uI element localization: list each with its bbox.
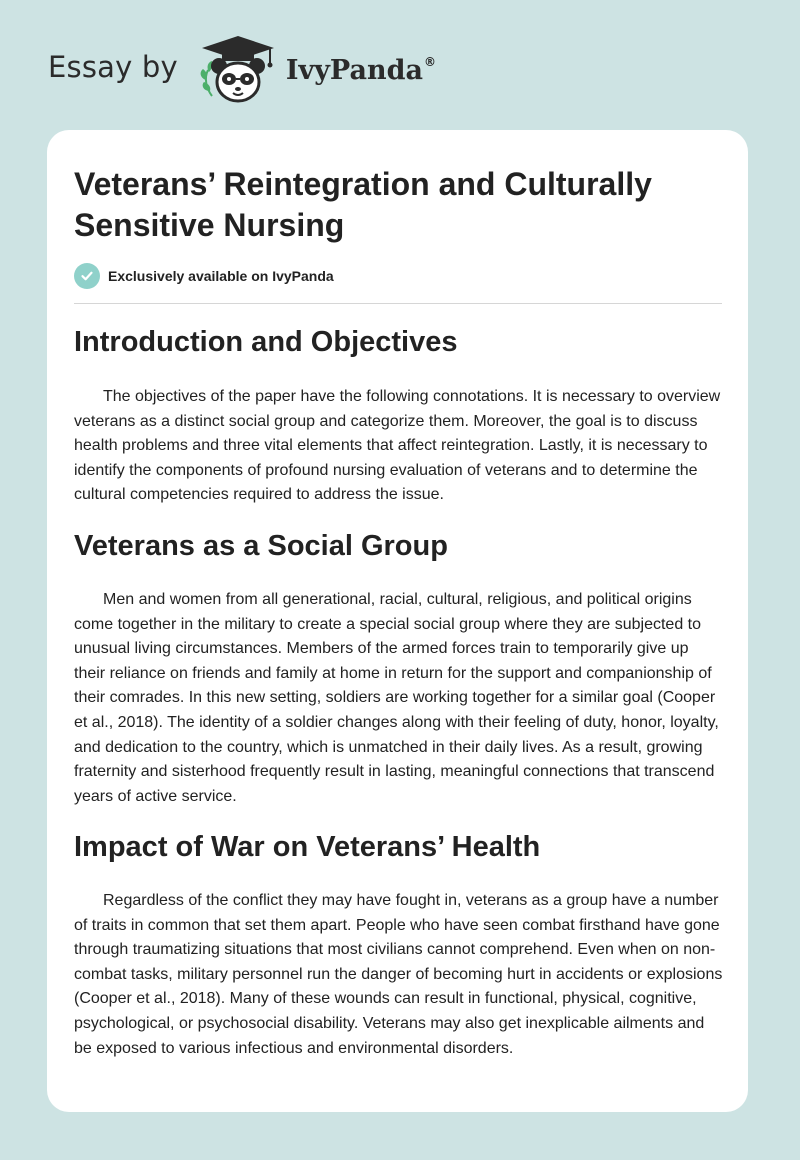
article-card [47,130,748,1112]
section-heading-war-impact: Impact of War on Veterans’ Health [74,831,541,863]
article-title: Veterans’ Reintegration and Culturally Sensitive Nursing [74,166,652,243]
section-heading-introduction: Introduction and Objectives [74,326,458,358]
essay-by-label: Essay by [48,50,178,84]
section-heading-social-group: Veterans as a Social Group [74,530,448,562]
brand-name[interactable] [286,55,436,86]
divider [74,303,722,304]
section-paragraph-introduction: The objectives of the paper have the following connotations. It is necessary to overview veterans as a distinct social group and categorize them. Moreover, the goal is to discuss health problems and three vital elements that affect reintegration. Lastly, it is necessary to identify the components of profound nursing evaluation of veterans and to determine the cultural competencies required to address the issue. [74,388,721,504]
checkmark-icon [74,263,100,289]
panda-graduate-logo-icon[interactable] [192,34,284,106]
site-header [48,34,436,106]
registered-mark: ® [423,54,436,69]
section-paragraph-social-group: Men and women from all generational, racial, cultural, religious, and political origins come together in the military to create a special social group where they are subjected to unusual living circumstances. Members of the armed forces train to temporarily give up their reliance on friends and family at home in return for the support and companionship of their comrades. In this new setting, soldiers are working together for a similar goal (Cooper et al., 2018). The identity of a soldier changes along with their feeling of duty, honor, loyalty, and dedication to the country, which is unmatched in their daily lives. As a result, growing fraternity and sisterhood frequently result in lasting, meaningful connections that transcend years of active service. [74,591,719,805]
brand-label: IvyPanda [285,54,423,86]
exclusive-badge [74,263,334,289]
section-paragraph-war-impact: Regardless of the conflict they may have fought in, veterans as a group have a number of traits in common that set them apart. People who have seen combat firsthand have gone through traumatizing situations that most civilians cannot comprehend. Even when on non-combat tasks, military personnel run the danger of becoming hurt in accidents or explosions (Cooper et al., 2018). Many of these wounds can result in functional, physical, cognitive, psychological, or psychosocial disability. Veterans may also get inexplicable ailments and be exposed to various infectious and environmental disorders. [74,892,723,1057]
exclusive-label: Exclusively available on IvyPanda [108,268,334,284]
